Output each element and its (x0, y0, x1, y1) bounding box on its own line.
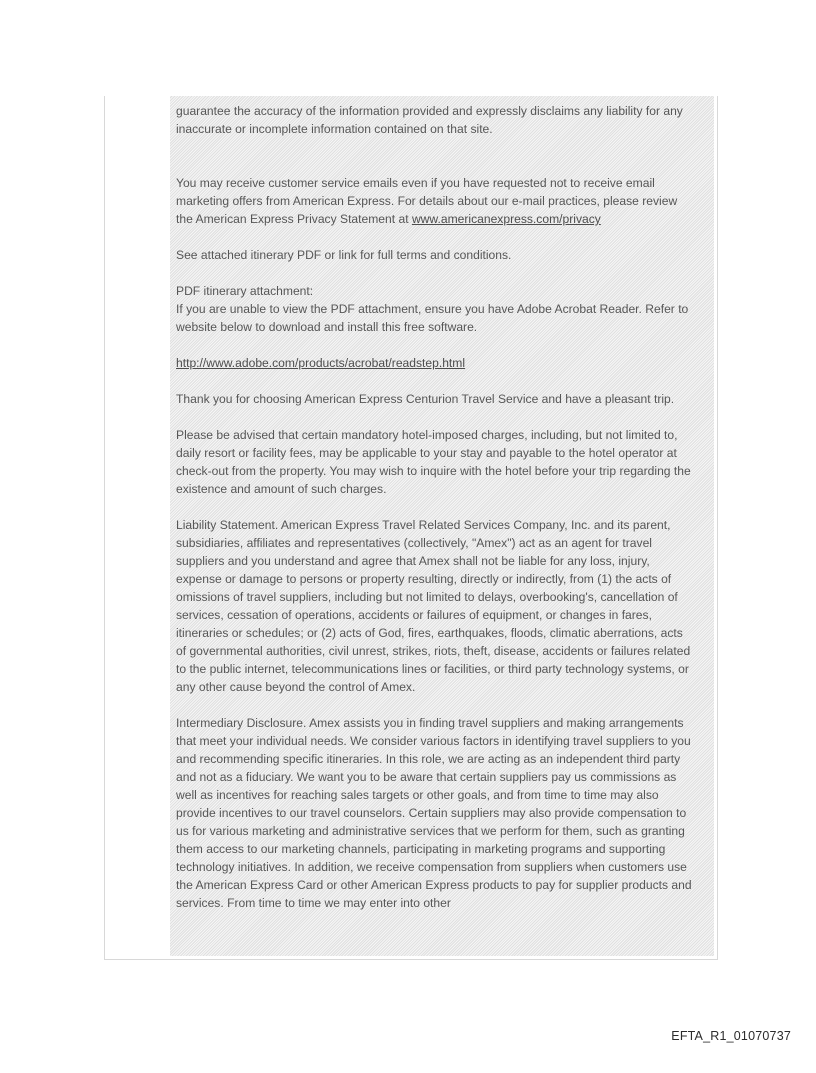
document-id: EFTA_R1_01070737 (671, 1029, 791, 1043)
hotel-charges-paragraph: Please be advised that certain mandatory hotel-imposed charges, including, but not limited to, daily resort or facility fees, may be applicable to your stay and payable to the hotel operator at check-out from the property. You may wish to inquire with the hotel before your trip regarding the existence and amount of such charges. (176, 428, 691, 496)
privacy-link[interactable]: www.americanexpress.com/privacy (411, 212, 601, 226)
pdf-heading: PDF itinerary attachment: (176, 284, 314, 298)
disclaimer-paragraph: guarantee the accuracy of the information provided and expressly disclaims any liability for any inaccurate or incomplete information contained on that site. (176, 104, 683, 136)
email-text (176, 102, 694, 912)
email-body (170, 96, 714, 956)
pdf-instructions: If you are unable to view the PDF attachment, ensure you have Adobe Acrobat Reader. Refer to website below to download and install this free software. (176, 302, 689, 334)
thanks-paragraph: Thank you for choosing American Express Centurion Travel Service and have a pleasant trip. (176, 392, 675, 406)
itinerary-paragraph: See attached itinerary PDF or link for full terms and conditions. (176, 248, 512, 262)
email-practices-paragraph (176, 174, 694, 228)
adobe-link-line (176, 354, 694, 372)
intermediary-paragraph: Intermediary Disclosure. Amex assists you in finding travel suppliers and making arrangements that meet your individual needs. We consider various factors in identifying travel suppliers to you and recommending specific itineraries. In this role, we are acting as an independent third party and not as a fiduciary. We want you to be aware that certain suppliers pay us commissions as well as incentives for reaching sales targets or other goals, and from time to time may also provide incentives to our travel counselors. Certain suppliers may also provide compensation to us for various marketing and administrative services that we perform for them, such as granting them access to our marketing channels, participating in marketing programs and supporting technology initiatives. In addition, we receive compensation from suppliers when customers use the American Express Card or other American Express products to pay for supplier products and services. From time to time we may enter into other (176, 716, 692, 910)
liability-paragraph: Liability Statement. American Express Travel Related Services Company, Inc. and its parent, subsidiaries, affiliates and representatives (collectively, "Amex") act as an agent for travel suppliers and you understand and agree that Amex shall not be liable for any loss, injury, expense or damage to persons or property resulting, directly or indirectly, from (1) the acts of omissions of travel suppliers, including but not limited to delays, overbooking's, cancellation of services, cessation of operations, accidents or failures of equipment, or changes in fares, itineraries or schedules; or (2) acts of God, fires, earthquakes, floods, climatic aberrations, acts of governmental authorities, civil unrest, strikes, riots, theft, disease, accidents or failures related to the public internet, telecommunications lines or facilities, or third party technology systems, or any other cause beyond the control of Amex. (176, 518, 691, 694)
email-practices-text: You may receive customer service emails even if you have requested not to receive email marketing offers from American Express. For details about our e-mail practices, please review the American Express Privacy Statement at (176, 176, 678, 226)
adobe-link[interactable]: http://www.adobe.com/products/acrobat/readstep.html (176, 356, 466, 370)
